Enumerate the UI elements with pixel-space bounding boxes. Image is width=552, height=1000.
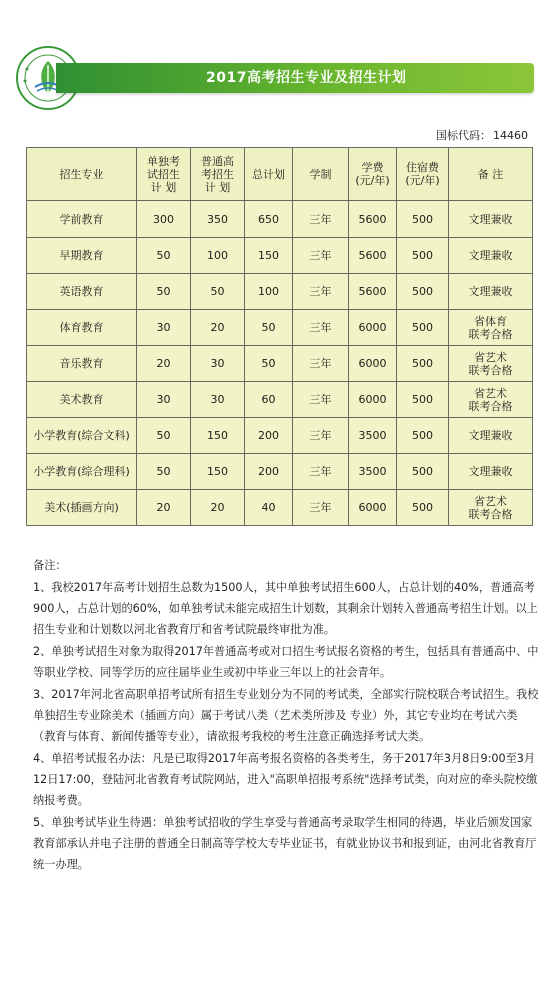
notes-section: [33, 555, 539, 876]
cell-years: 三年: [293, 310, 349, 346]
cell-total: 150: [245, 238, 293, 274]
cell-total: 200: [245, 418, 293, 454]
cell-note: 省艺术 联考合格: [449, 490, 533, 526]
col-header-total: 总计划: [245, 148, 293, 201]
cell-dorm: 500: [397, 238, 449, 274]
col-header-note: 备 注: [449, 148, 533, 201]
table-row: [27, 418, 533, 454]
cell-single: 30: [137, 310, 191, 346]
cell-major: 早期教育: [27, 238, 137, 274]
cell-total: 200: [245, 454, 293, 490]
title-banner: [56, 63, 534, 93]
col-header-major: 招生专业: [27, 148, 137, 201]
cell-years: 三年: [293, 490, 349, 526]
national-code: [436, 127, 528, 143]
cell-single: 50: [137, 418, 191, 454]
cell-years: 三年: [293, 238, 349, 274]
cell-general: 50: [191, 274, 245, 310]
cell-dorm: 500: [397, 418, 449, 454]
cell-total: 60: [245, 382, 293, 418]
cell-general: 150: [191, 418, 245, 454]
cell-dorm: 500: [397, 346, 449, 382]
notes-heading: 备注：: [33, 559, 67, 572]
cell-single: 50: [137, 454, 191, 490]
cell-dorm: 500: [397, 490, 449, 526]
col-header-tuition: 学费 (元/年): [349, 148, 397, 201]
cell-major: 美术(插画方向): [27, 490, 137, 526]
cell-note: 文理兼收: [449, 238, 533, 274]
cell-note: 省艺术 联考合格: [449, 346, 533, 382]
table-row: [27, 454, 533, 490]
col-header-single-plan: 单独考 试招生 计 划: [137, 148, 191, 201]
cell-tuition: 5600: [349, 274, 397, 310]
cell-dorm: 500: [397, 454, 449, 490]
col-header-dorm: 住宿费 (元/年): [397, 148, 449, 201]
cell-single: 300: [137, 201, 191, 238]
cell-years: 三年: [293, 382, 349, 418]
cell-single: 30: [137, 382, 191, 418]
cell-general: 350: [191, 201, 245, 238]
cell-total: 650: [245, 201, 293, 238]
enrollment-plan-table: [26, 147, 533, 526]
note-item: 4、单招考试报名办法：凡是已取得2017年高考报名资格的各类考生，务于2017年3月8日9:00至3月12日17:00，登陆河北省教育考试院网站，进入"高职单招报考系统"选择考试类，向对应的牵头院校缴纳报考费。: [33, 752, 538, 807]
cell-dorm: 500: [397, 201, 449, 238]
cell-total: 100: [245, 274, 293, 310]
cell-tuition: 3500: [349, 454, 397, 490]
cell-general: 30: [191, 382, 245, 418]
cell-major: 小学教育(综合文科): [27, 418, 137, 454]
table-row: [27, 238, 533, 274]
col-header-general-plan: 普通高 考招生 计 划: [191, 148, 245, 201]
national-code-label: 国标代码：: [436, 129, 491, 142]
cell-general: 20: [191, 310, 245, 346]
cell-years: 三年: [293, 454, 349, 490]
cell-note: 文理兼收: [449, 201, 533, 238]
cell-years: 三年: [293, 274, 349, 310]
cell-single: 50: [137, 238, 191, 274]
cell-dorm: 500: [397, 382, 449, 418]
cell-years: 三年: [293, 418, 349, 454]
cell-major: 美术教育: [27, 382, 137, 418]
cell-total: 50: [245, 310, 293, 346]
cell-major: 音乐教育: [27, 346, 137, 382]
table-row: [27, 346, 533, 382]
cell-tuition: 6000: [349, 346, 397, 382]
cell-note: 省体育 联考合格: [449, 310, 533, 346]
table-header-row: [27, 148, 533, 201]
cell-general: 100: [191, 238, 245, 274]
cell-dorm: 500: [397, 274, 449, 310]
cell-note: 文理兼收: [449, 454, 533, 490]
col-header-years: 学制: [293, 148, 349, 201]
cell-tuition: 5600: [349, 201, 397, 238]
table-row: [27, 490, 533, 526]
cell-note: 省艺术 联考合格: [449, 382, 533, 418]
cell-general: 30: [191, 346, 245, 382]
table-row: [27, 201, 533, 238]
note-item: 3、2017年河北省高职单招考试所有招生专业划分为不同的考试类，全部实行院校联合考试招生。我校单独招生专业除美术（插画方向）属于考试八类（艺术类所涉及 专业）外，其它专业均在考试六类（教育与体育、新闻传播等专业），请欲报考我校的考生注意正确选择考试大类。: [33, 688, 539, 743]
page-title: 2017高考招生专业及招生计划: [206, 70, 407, 86]
cell-years: 三年: [293, 346, 349, 382]
cell-major: 英语教育: [27, 274, 137, 310]
table-row: [27, 274, 533, 310]
cell-years: 三年: [293, 201, 349, 238]
cell-total: 40: [245, 490, 293, 526]
cell-general: 20: [191, 490, 245, 526]
note-item: 1、我校2017年高考计划招生总数为1500人，其中单独考试招生600人，占总计划的40%，普通高考900人，占总计划的60%，如单独考试未能完成招生计划数，其剩余计划转入普通高考招生计划。以上招生专业和计划数以河北省教育厅和省考试院最终审批为准。: [33, 581, 538, 636]
cell-dorm: 500: [397, 310, 449, 346]
cell-tuition: 5600: [349, 238, 397, 274]
cell-note: 文理兼收: [449, 274, 533, 310]
cell-single: 50: [137, 274, 191, 310]
national-code-value: 14460: [493, 129, 528, 142]
note-item: 5、单独考试毕业生待遇：单独考试招收的学生享受与普通高考录取学生相同的待遇，毕业后颁发国家教育部承认并电子注册的普通全日制高等学校大专毕业证书，有就业协议书和报到证，由河北省教育厅统一办理。: [33, 816, 537, 871]
cell-major: 学前教育: [27, 201, 137, 238]
cell-tuition: 6000: [349, 490, 397, 526]
table-row: [27, 382, 533, 418]
cell-single: 20: [137, 346, 191, 382]
cell-single: 20: [137, 490, 191, 526]
cell-tuition: 3500: [349, 418, 397, 454]
cell-tuition: 6000: [349, 382, 397, 418]
table-row: [27, 310, 533, 346]
cell-total: 50: [245, 346, 293, 382]
cell-general: 150: [191, 454, 245, 490]
cell-major: 体育教育: [27, 310, 137, 346]
cell-tuition: 6000: [349, 310, 397, 346]
note-item: 2、单独考试招生对象为取得2017年普通高考或对口招生考试报名资格的考生，包括具有普通高中、中等职业学校、同等学历的应往届毕业生或初中毕业三年以上的社会青年。: [33, 645, 539, 679]
cell-major: 小学教育(综合理科): [27, 454, 137, 490]
cell-note: 文理兼收: [449, 418, 533, 454]
page-header: [0, 0, 552, 125]
